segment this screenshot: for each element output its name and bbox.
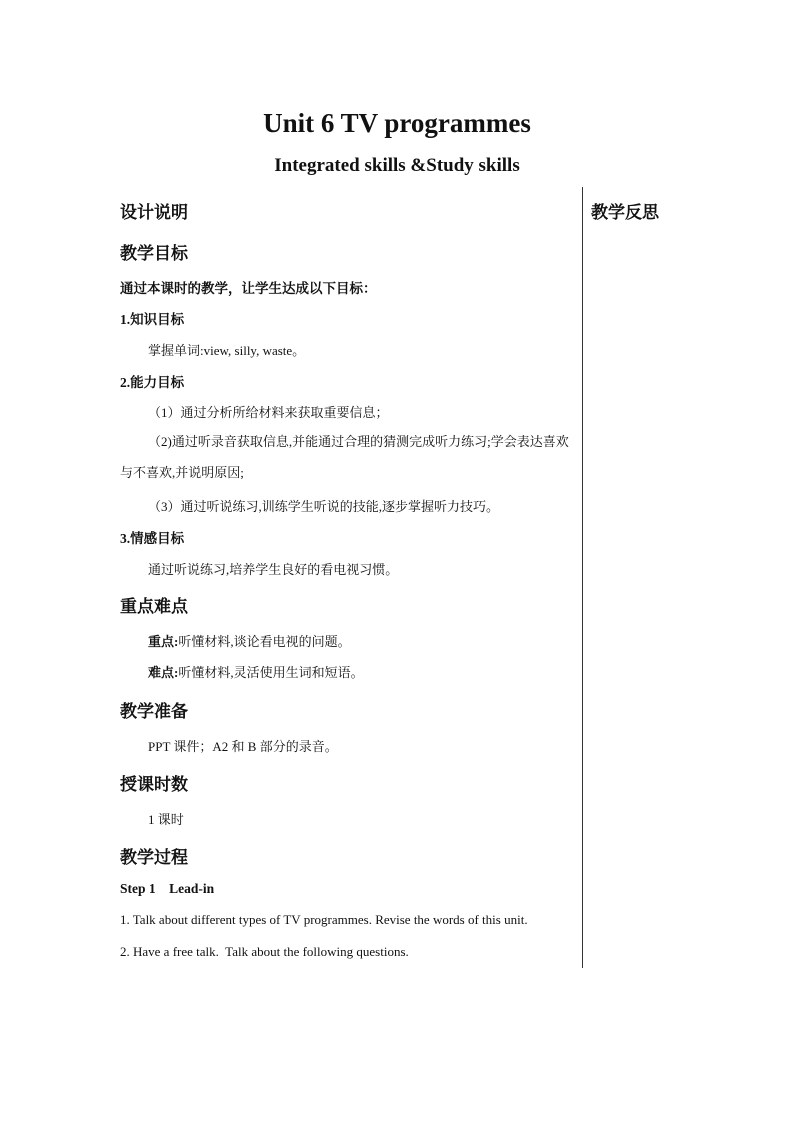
difficult-point-label: 难点: (148, 665, 179, 680)
knowledge-text: 掌握单词:view, silly, waste。 (148, 343, 306, 358)
step-1-item-1: 1. Talk about different types of TV programmes. Revise the words of this unit. (120, 912, 528, 927)
step-1-item-2: 2. Have a free talk. Talk about the following questions. (120, 944, 409, 959)
preparation-heading: 教学准备 (120, 702, 188, 721)
process-heading: 教学过程 (120, 848, 188, 867)
difficult-point-line (148, 662, 364, 681)
key-point-text: 听懂材料,谈论看电视的问题。 (178, 634, 351, 649)
document-subtitle: Integrated skills &Study skills (274, 155, 520, 176)
emotion-text: 通过听说练习,培养学生良好的看电视习惯。 (148, 562, 399, 577)
class-hours-heading: 授课时数 (120, 775, 188, 794)
goals-heading: 教学目标 (120, 244, 188, 263)
preparation-text: PPT 课件；A2 和 B 部分的录音。 (148, 739, 338, 754)
ability-heading: 2.能力目标 (120, 375, 185, 390)
key-point-label: 重点: (148, 634, 179, 649)
ability-item-2: （2)通过听录音获取信息,并能通过合理的猜测完成听力练习;学会表达喜欢与不喜欢,并说明原因; (120, 434, 569, 480)
document-title: Unit 6 TV programmes (263, 108, 531, 138)
ability-item-3: （3）通过听说练习,训练学生听说的技能,逐步掌握听力技巧。 (148, 499, 500, 514)
emotion-heading: 3.情感目标 (120, 531, 185, 546)
reflection-heading: 教学反思 (591, 203, 659, 222)
goals-intro: 通过本课时的教学，让学生达成以下目标： (120, 281, 377, 296)
design-heading: 设计说明 (120, 203, 188, 222)
knowledge-heading: 1.知识目标 (120, 312, 185, 327)
ability-item-1: （1）通过分析所给材料来获取重要信息； (148, 405, 389, 420)
key-points-heading: 重点难点 (120, 597, 188, 616)
class-hours-text: 1 课时 (148, 812, 184, 827)
difficult-point-text: 听懂材料,灵活使用生词和短语。 (178, 665, 364, 680)
key-point-line (148, 631, 351, 650)
step-1-heading: Step 1 Lead-in (120, 881, 215, 896)
column-divider (582, 187, 583, 968)
